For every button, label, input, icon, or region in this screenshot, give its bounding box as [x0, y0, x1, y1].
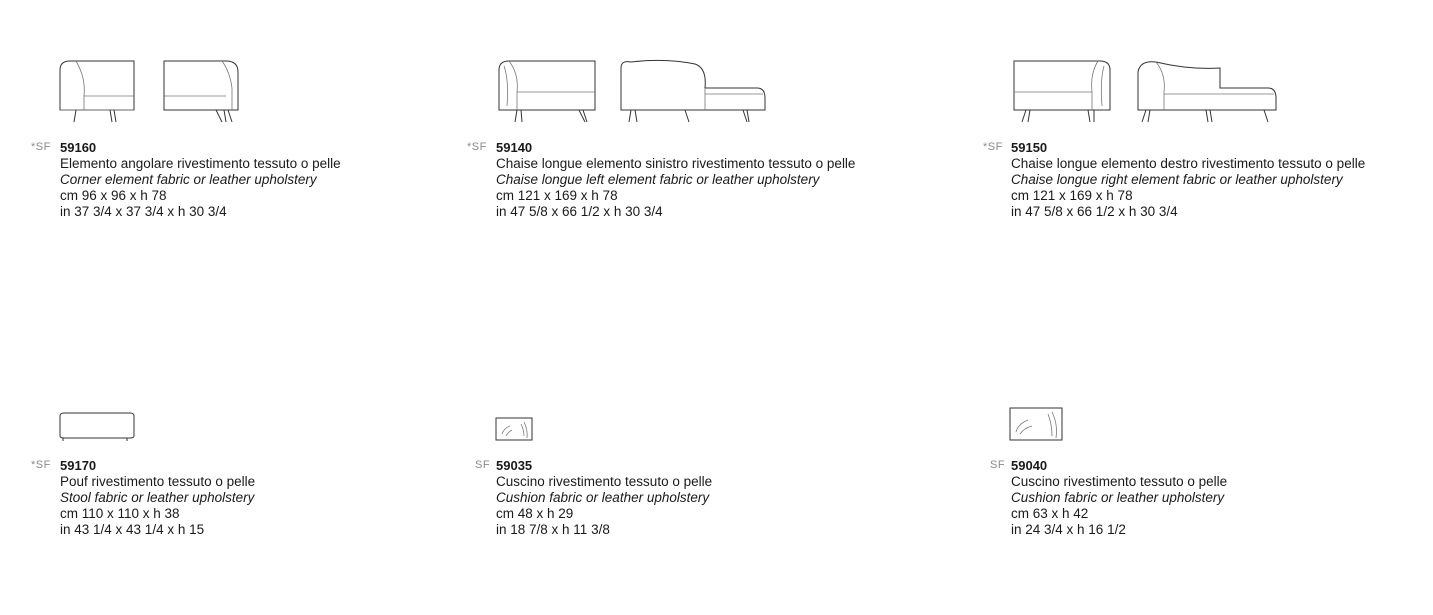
product-size-cm: cm 121 x 169 x h 78 — [496, 188, 618, 203]
product-code: 59160 — [60, 140, 97, 155]
product-prefix: *SF — [983, 141, 1003, 153]
small-cushion-drawing — [494, 416, 536, 444]
product-name-it: Cuscino rivestimento tessuto o pelle — [1011, 474, 1228, 489]
product-info-59160 — [60, 140, 341, 220]
product-prefix: SF — [475, 459, 491, 471]
corner-element-drawing — [56, 58, 246, 126]
product-name-en: Cushion fabric or leather upholstery — [496, 490, 710, 505]
product-size-cm: cm 110 x 110 x h 38 — [60, 506, 180, 521]
product-size-cm: cm 121 x 169 x h 78 — [1011, 188, 1133, 203]
product-prefix: SF — [990, 459, 1006, 471]
product-name-it: Cuscino rivestimento tessuto o pelle — [496, 474, 713, 489]
product-code: 59150 — [1011, 140, 1048, 155]
product-name-it: Pouf rivestimento tessuto o pelle — [60, 474, 256, 489]
product-size-in: in 47 5/8 x 66 1/2 x h 30 3/4 — [1011, 204, 1178, 219]
product-name-it: Elemento angolare rivestimento tessuto o pelle — [60, 156, 341, 171]
product-info-59140 — [496, 140, 855, 220]
product-size-in: in 43 1/4 x 43 1/4 x h 15 — [60, 522, 205, 537]
product-name-en: Stool fabric or leather upholstery — [60, 490, 255, 505]
product-prefix: *SF — [467, 141, 487, 153]
product-size-cm: cm 48 x h 29 — [496, 506, 574, 521]
product-name-it: Chaise longue elemento destro rivestimento tessuto o pelle — [1011, 156, 1366, 171]
product-info-59035 — [496, 458, 712, 538]
product-info-59040 — [1011, 458, 1227, 538]
product-name-en: Corner element fabric or leather upholstery — [60, 172, 317, 187]
product-name-en: Cushion fabric or leather upholstery — [1011, 490, 1225, 505]
product-code: 59040 — [1011, 458, 1048, 473]
product-name-it: Chaise longue elemento sinistro rivestimento tessuto o pelle — [496, 156, 856, 171]
product-code: 59170 — [60, 458, 97, 473]
product-prefix: *SF — [31, 459, 51, 471]
chaise-right-drawing — [1010, 58, 1290, 126]
product-size-in: in 47 5/8 x 66 1/2 x h 30 3/4 — [496, 204, 663, 219]
product-size-in: in 24 3/4 x h 16 1/2 — [1011, 522, 1126, 537]
product-prefix: *SF — [31, 141, 51, 153]
product-size-in: in 18 7/8 x h 11 3/8 — [496, 522, 610, 537]
product-size-cm: cm 96 x 96 x h 78 — [60, 188, 167, 203]
product-info-59170 — [60, 458, 255, 538]
large-cushion-drawing — [1008, 406, 1066, 444]
pouf-drawing — [56, 410, 138, 444]
product-name-en: Chaise longue right element fabric or leather upholstery — [1011, 172, 1343, 187]
product-info-59150 — [1011, 140, 1365, 220]
product-size-cm: cm 63 x h 42 — [1011, 506, 1089, 521]
product-size-in: in 37 3/4 x 37 3/4 x h 30 3/4 — [60, 204, 227, 219]
product-code: 59140 — [496, 140, 533, 155]
product-code: 59035 — [496, 458, 533, 473]
product-name-en: Chaise longue left element fabric or leather upholstery — [496, 172, 820, 187]
chaise-left-drawing — [495, 58, 775, 126]
